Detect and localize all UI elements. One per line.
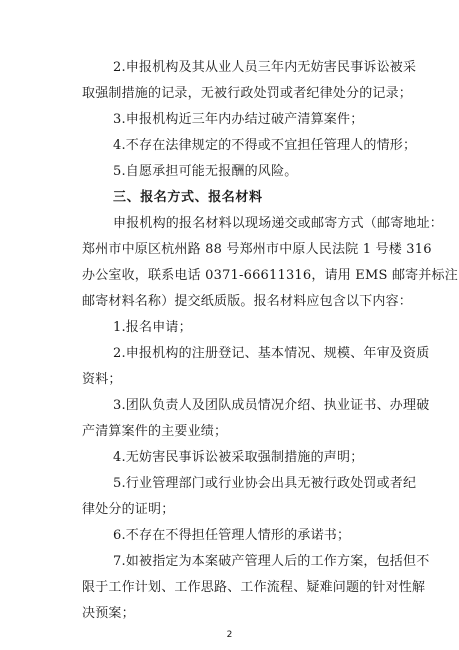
list-item: 3.团队负责人及团队成员情况介绍、执业证书、办理破	[113, 398, 430, 413]
paragraph-line: 4.不存在法律规定的不得或不宜担任管理人的情形；	[113, 138, 417, 153]
list-item: 2.申报机构的注册登记、基本情况、规模、年审及资质	[113, 346, 430, 361]
page-number: 2	[226, 630, 233, 640]
paragraph-line: 2.申报机构及其从业人员三年内无妨害民事诉讼被采	[113, 60, 417, 75]
list-item-continuation: 决预案；	[82, 606, 135, 621]
paragraph-line: 取强制措施的记录，无被行政处罚或者纪律处分的记录；	[82, 86, 413, 101]
paragraph-line: 邮寄材料名称）提交纸质版。报名材料应包含以下内容：	[82, 294, 413, 309]
list-item-continuation: 资料；	[82, 372, 122, 387]
paragraph-line: 办公室收，联系电话 0371-66611316，请用 EMS 邮寄并标注	[82, 268, 458, 283]
list-item: 4.无妨害民事诉讼被采取强制措施的声明；	[113, 450, 364, 465]
paragraph-line: 郑州市中原区杭州路 88 号郑州市中原人民法院 1 号楼 316	[82, 242, 432, 257]
section-heading: 三、报名方式、报名材料	[113, 190, 263, 205]
list-item: 7.如被指定为本案破产管理人后的工作方案，包括但不	[113, 554, 430, 569]
paragraph-line: 3.申报机构近三年内办结过破产清算案件；	[113, 112, 364, 127]
paragraph-line: 5.自愿承担可能无报酬的风险。	[113, 164, 298, 179]
list-item-continuation: 限于工作计划、工作思路、工作流程、疑难问题的针对性解	[82, 580, 426, 595]
list-item-continuation: 律处分的证明；	[82, 502, 175, 517]
list-item: 1.报名申请；	[113, 320, 192, 335]
list-item: 6.不存在不得担任管理人情形的承诺书；	[113, 528, 351, 543]
paragraph-line: 申报机构的报名材料以现场递交或邮寄方式（邮寄地址：	[113, 216, 444, 231]
list-item-continuation: 产清算案件的主要业绩；	[82, 424, 228, 439]
list-item: 5.行业管理部门或行业协会出具无被行政处罚或者纪	[113, 476, 417, 491]
